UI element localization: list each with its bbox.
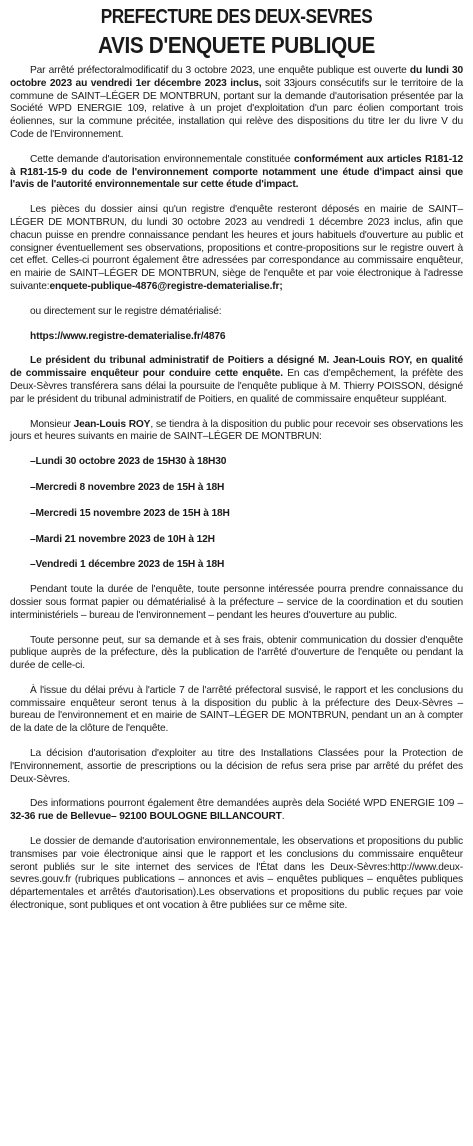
information-text: Des informations pourront également être demandées auprès dela Société WPD ENERGIE 109 – — [30, 798, 463, 810]
paragraph-registry-intro: ou directement sur le registre dématérialisé: — [30, 305, 222, 317]
list-item: –Mercredi 15 novembre 2023 de 15H à 18H — [30, 507, 230, 519]
information-end: . — [281, 811, 285, 823]
commissioner-designation: Le président du tribunal administratif de Poitiers a désigné M. Jean-Louis ROY, en qualité de commissaire enquêteur pour conduire cette enquête. — [10, 355, 463, 380]
list-item: –Mercredi 8 novembre 2023 de 15H à 18H — [30, 481, 225, 493]
paragraph-opening — [10, 65, 463, 142]
paragraph-decision: La décision d'autorisation d'exploiter au titre des Installations Classées pour la Protection de l'Environnement, assortie de prescriptions ou la décision de refus sera prise par arrêté du préfet des Deux-Sèvres. — [10, 748, 463, 785]
notice-title: AVIS D'ENQUETE PUBLIQUE — [98, 32, 375, 58]
paragraph-consultation: Pendant toute la durée de l'enquête, toute personne intéressée pourra prendre connaissance du dossier sous format papier ou dématérialisé à la préfecture – service de la coordination et du soutien interministériels – bureau de l'environnement – pendant les heures d'ouverture au public. — [10, 584, 463, 621]
legal-basis-articles: conformément aux articles R181-12 à R181-15-9 du code de l'environnement comporte notamment une étude d'impact ainsi que l'avis de l'autorité environnementale sur cette étude d'impact. — [10, 153, 463, 191]
prefecture-title: PREFECTURE DES DEUX-SEVRES — [100, 6, 373, 28]
dossier-text: Les pièces du dossier ainsi qu'un registre d'enquête resteront déposés en mairie de SAINT–LÉGER DE MONTBRUN, du lundi 30 octobre 2023 au vendredi 1 décembre 2023 inclus, afin que chacun puisse en prendre connaissance pendant les heures et jours habituels d'ouverture au public et consigner éventuellement ses observations, propositions et contre-propositions sur le registre ouvert à cet effet. Celles-ci pourront également être adressées par correspondance au commissaire enquêteur, en mairie de SAINT–LÉGER DE MONTBRUN, siège de l'enquête et par voie électronique à l'adresse suivante: — [10, 204, 463, 292]
paragraph-information — [10, 798, 463, 824]
paragraph-report: À l'issue du délai prévu à l'article 7 de l'arrêté préfectoral susvisé, le rapport et les conclusions du commissaire enquêteur seront tenus à la disposition du public à la préfecture des Deux-Sèvres – bureau de l'environnement et en mairie de SAINT–LÉGER DE MONTBRUN, pendant un an à compter de la date de la clôture de l'enquête. — [10, 684, 463, 735]
paragraph-communication: Toute personne peut, sur sa demande et à ses frais, obtenir communication du dossier d'enquête publique auprès de la préfecture, dès la publication de l'arrêté d'ouverture de l'enquête ou pendant la durée de celle-ci. — [10, 634, 463, 672]
opening-text: Par arrêté préfectoralmodificatif du 3 octobre 2023, une enquête publique est ouverte — [30, 65, 410, 76]
paragraph-permanences — [10, 419, 463, 445]
company-address: 32-36 rue de Bellevue– 92100 BOULOGNE BILLANCOURT — [10, 811, 282, 823]
registry-url-text: https://www.registre-dematerialise.fr/4876 — [30, 330, 226, 342]
opening-text-continued: soit 33jours consécutifs sur le territoire de la commune de SAINT–LÉGER DE MONTBRUN, portant sur la demande d'autorisation présentée par la Société WPD ENERGIE 109, relative à un projet d'exploitation d'un parc éolien comportant trois éoliennes, sur la commune précitée, installation qui relève des dispositions du titre Ier du livre V du Code de l'Environnement. — [10, 77, 463, 140]
permanence-prefix: Monsieur — [30, 418, 74, 430]
list-item: –Mardi 21 novembre 2023 de 10H à 12H — [30, 533, 215, 545]
registry-url — [10, 331, 463, 344]
commissioner-name: Jean-Louis ROY — [73, 418, 151, 430]
list-item: –Lundi 30 octobre 2023 de 15H30 à 18H30 — [30, 456, 227, 468]
commissioner-substitute: En cas d'empêchement, la préfète des Deux-Sèvres transférera sans délai la poursuite de l'enquête publique à M. Thierry POISSON, désigné par le président du tribunal administratif de Poitiers, en qualité de commissaire enquêteur suppléant. — [10, 368, 463, 405]
inquiry-email: enquete-publique-4876@registre-dematerialise.fr; — [49, 280, 283, 292]
paragraph-commissioner — [10, 355, 463, 406]
paragraph-legal-basis — [10, 154, 463, 192]
inquiry-dates: du lundi 30 octobre 2023 au vendredi 1er décembre 2023 inclus, — [10, 65, 463, 89]
paragraph-dossier — [10, 204, 463, 294]
list-item: –Vendredi 1 décembre 2023 de 15H à 18H — [30, 559, 225, 571]
paragraph-publication: Le dossier de demande d'autorisation environnementale, les observations et propositions du public transmises par voie électronique ainsi que le rapport et les conclusions du commissaire enquêteur seront publiés sur le site internet des services de l'État dans les Deux-Sèvres:http://www.deux-sevres.gouv.fr (rubriques publications – annonces et avis – enquêtes publiques – enquêtes publiques départementales et arrêtés d'autorisation).Les observations et propositions du public reçues par voie électronique, sont publiques et ont vocation à être publiées sur ce même site. — [10, 836, 463, 912]
permanence-dates-list — [10, 456, 463, 572]
legal-basis-text: Cette demande d'autorisation environnementale constituée — [30, 153, 295, 165]
permanence-text: , se tiendra à la disposition du public pour recevoir ses observations les jours et heures suivants en mairie de SAINT–LÉGER DE MONTBRUN: — [10, 418, 463, 443]
